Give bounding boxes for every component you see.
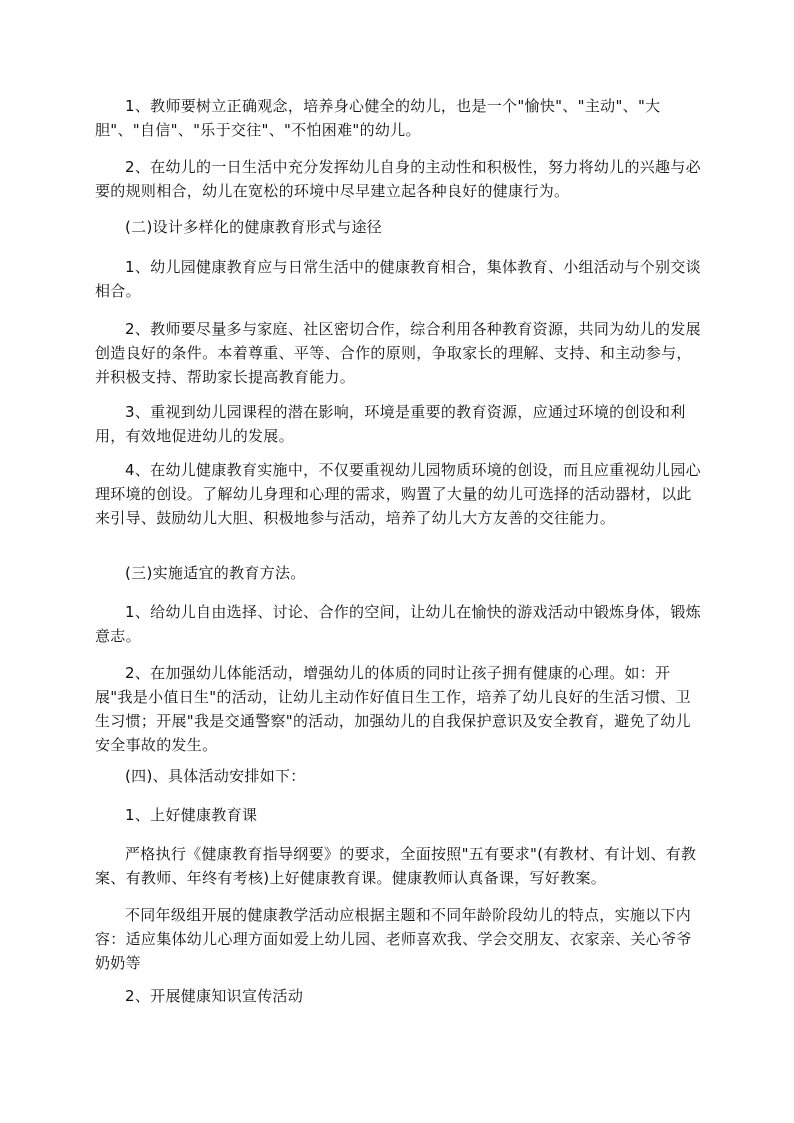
paragraph-10: 严格执行《健康教育指导纲要》的要求，全面按照"五有要求"(有教材、有计划、有教案、有教师、年终有考核)上好健康教育课。健康教师认真备课，写好教案。 xyxy=(95,845,697,887)
paragraph-12: 2、开展健康知识宣传活动 xyxy=(125,987,304,1005)
section-heading-2: (二)设计多样化的健康教育形式与途径 xyxy=(125,218,383,236)
paragraph-11: 不同年级组开展的健康教学活动应根据主题和不同年龄阶段幼儿的特点，实施以下内容：适应集体幼儿心理方面如爱上幼儿园、老师喜欢我、学会交朋友、衣家亲、关心爷爷奶奶等 xyxy=(95,906,692,972)
paragraph-2: 2、在幼儿的一日生活中充分发挥幼儿自身的主动性和积极性，努力将幼儿的兴趣与必要的规则相合，幼儿在宽松的环境中尽早建立起各种良好的健康行为。 xyxy=(95,158,701,200)
paragraph-8: 2、在加强幼儿体能活动，增强幼儿的体质的同时让孩子拥有健康的心理。如：开展"我是小值日生"的活动，让幼儿主动作好值日生工作，培养了幼儿良好的生活习惯、卫生习惯；开展"我是交通警察"的活动，加强幼儿的自我保护意识及安全教育，避免了幼儿安全事故的发生。 xyxy=(95,664,691,754)
paragraph-9: 1、上好健康教育课 xyxy=(125,806,258,824)
paragraph-3: 1、幼儿园健康教育应与日常生活中的健康教育相合，集体教育、小组活动与个别交谈相合。 xyxy=(95,258,701,300)
paragraph-4: 2、教师要尽量多与家庭、社区密切合作，综合利用各种教育资源，共同为幼儿的发展创造良好的条件。本着尊重、平等、合作的原则，争取家长的理解、支持、和主动参与，并积极支持、帮助家长提高教育能力。 xyxy=(95,320,701,386)
paragraph-5: 3、重视到幼儿园课程的潜在影响，环境是重要的教育资源，应通过环境的创设和利用，有效地促进幼儿的发展。 xyxy=(95,403,686,445)
paragraph-6: 4、在幼儿健康教育实施中，不仅要重视幼儿园物质环境的创设，而且应重视幼儿园心理环境的创设。了解幼儿身理和心理的需求，购置了大量的幼儿可选择的活动器材，以此来引导、鼓励幼儿大胆、积极地参与活动，培养了幼儿大方友善的交往能力。 xyxy=(95,461,701,527)
paragraph-7: 1、给幼儿自由选择、讨论、合作的空间，让幼儿在愉快的游戏活动中锻炼身体，锻炼意志。 xyxy=(95,603,701,645)
paragraph-1: 1、教师要树立正确观念，培养身心健全的幼儿，也是一个"愉快"、"主动"、"大胆"、"自信"、"乐于交往"、"不怕困难"的幼儿。 xyxy=(95,97,661,139)
section-heading-4: (四)、具体活动安排如下： xyxy=(125,767,306,785)
section-heading-3: (三)实施适宜的教育方法。 xyxy=(125,564,306,582)
